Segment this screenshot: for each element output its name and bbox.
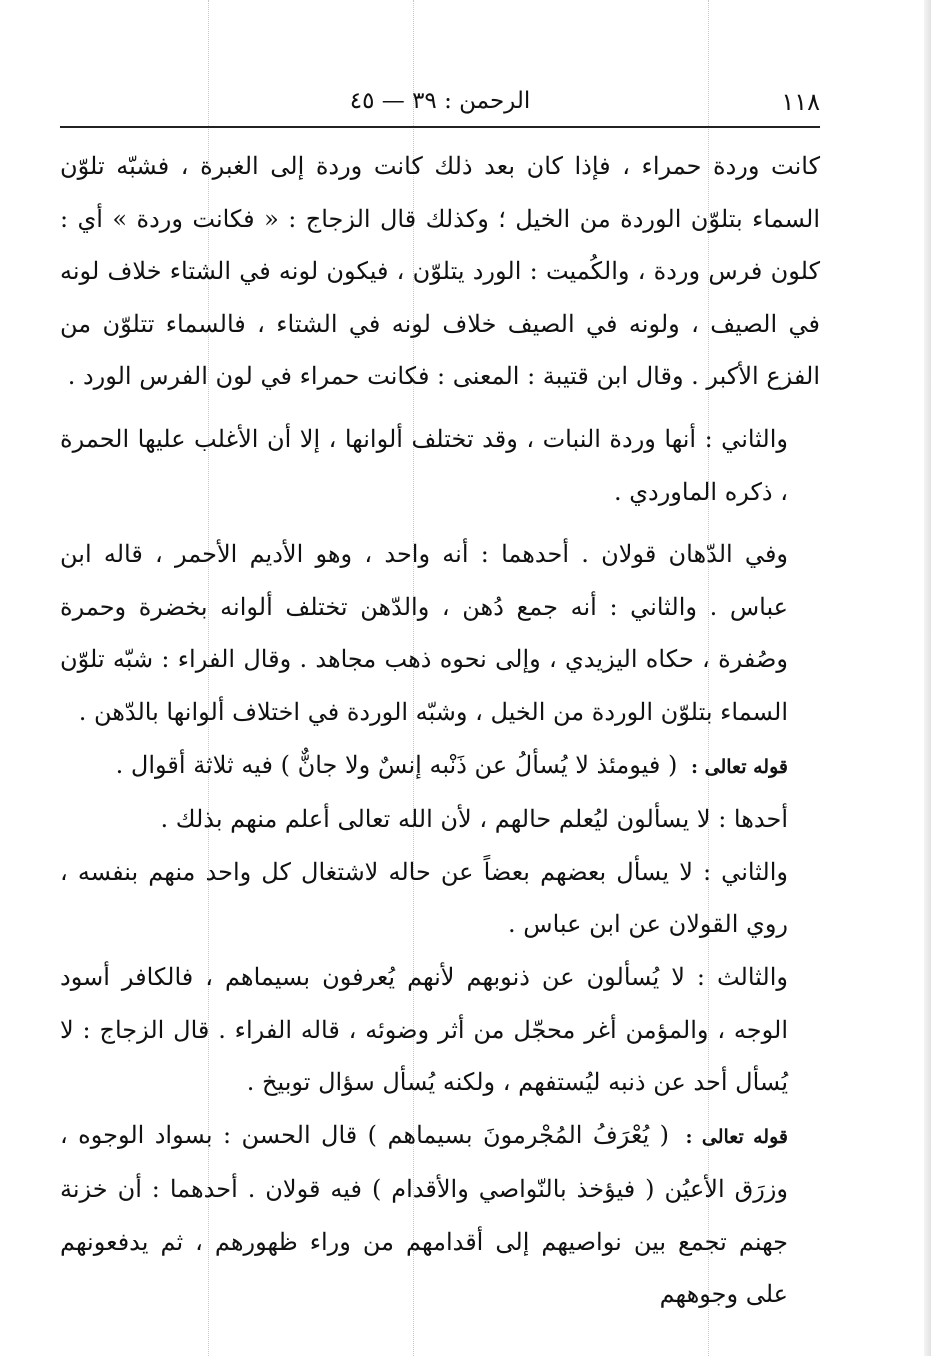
paragraph-text: والثالث : لا يُسألون عن ذنوبهم لأنهم يُعرفون بسيماهم ، فالكافر أسود الوجه ، والمؤمن أغر محجّل من أثر وضوئه ، قاله الفراء . قال الزجاج : لا يُسأل أحد عن ذنبه ليُستفهم ، ولكنه يُسأل سؤال توبيخ . (60, 962, 788, 1097)
paragraph (60, 951, 820, 1109)
paragraph-text: أحدها : لا يسألون ليُعلم حالهم ، لأن الله تعالى أعلم منهم بذلك . (160, 805, 788, 834)
running-head: الرحمن : ٣٩ — ٤٥ (349, 88, 531, 114)
paragraph (60, 846, 820, 951)
header-rule (60, 126, 820, 128)
paragraph (60, 140, 820, 403)
verse-tag: قوله تعالى : (685, 1125, 788, 1148)
paragraph (60, 739, 820, 794)
paragraph-text: والثاني : أنها وردة النبات ، وقد تختلف ألوانها ، إلا أن الأغلب عليها الحمرة ، ذكره الماوردي . (60, 424, 788, 506)
paragraph (60, 528, 820, 738)
paragraph-text: وفي الدّهان قولان . أحدهما : أنه واحد ، وهو الأديم الأحمر ، قاله ابن عباس . والثاني : أنه جمع دُهن ، والدّهن تختلف ألوانه بخضرة وحمرة وصُفرة ، حكاه اليزيدي ، وإلى نحوه ذهب مجاهد . وقال الفراء : شبّه تلوّن السماء بتلوّن الوردة من الخيل ، وشبّه الوردة في اختلاف ألوانها بالدّهن . (60, 540, 788, 726)
paragraph (60, 1109, 820, 1321)
body-text (60, 140, 820, 1321)
scan-page-edge (924, 0, 931, 1356)
paragraph (60, 793, 820, 846)
verse-tag: قوله تعالى : (691, 755, 788, 778)
page-number: ١١٨ (781, 88, 820, 116)
paragraph-text: ( يُعْرَفُ المُجْرمونَ بسيماهم ) قال الحسن : بسواد الوجوه ، وزرَق الأعيُن ( فيؤخذ بالنّواصي والأقدام ) فيه قولان . أحدهما : أن خزنة جهنم تجمع بين نواصيهم إلى أقدامهم من وراء ظهورهم ، ثم يدفعونهم على وجوههم (60, 1120, 788, 1309)
paragraph (60, 413, 820, 518)
page-header (60, 86, 820, 120)
paragraph-text: ( فيومئذ لا يُسألُ عن ذَنْبه إنسٌ ولا جانٌّ ) فيه ثلاثة أقوال . (115, 750, 678, 779)
paragraph-text: والثاني : لا يسأل بعضهم بعضاً عن حاله لاشتغال كل واحد منهم بنفسه ، روي القولان عن ابن عباس . (60, 857, 788, 939)
paragraph-text: كانت وردة حمراء ، فإذا كان بعد ذلك كانت وردة إلى الغبرة ، فشبّه تلوّن السماء بتلوّن الوردة من الخيل ؛ وكذلك قال الزجاج : « فكانت وردة » أي : كلون فرس وردة ، والكُميت : الورد يتلوّن ، فيكون لونه في الشتاء خلاف لونه في الصيف ، ولونه في الصيف خلاف لونه في الشتاء ، فالسماء تتلوّن من الفزع الأكبر . وقال ابن قتيبة : المعنى : فكانت حمراء في لون الفرس الورد . (60, 152, 820, 391)
